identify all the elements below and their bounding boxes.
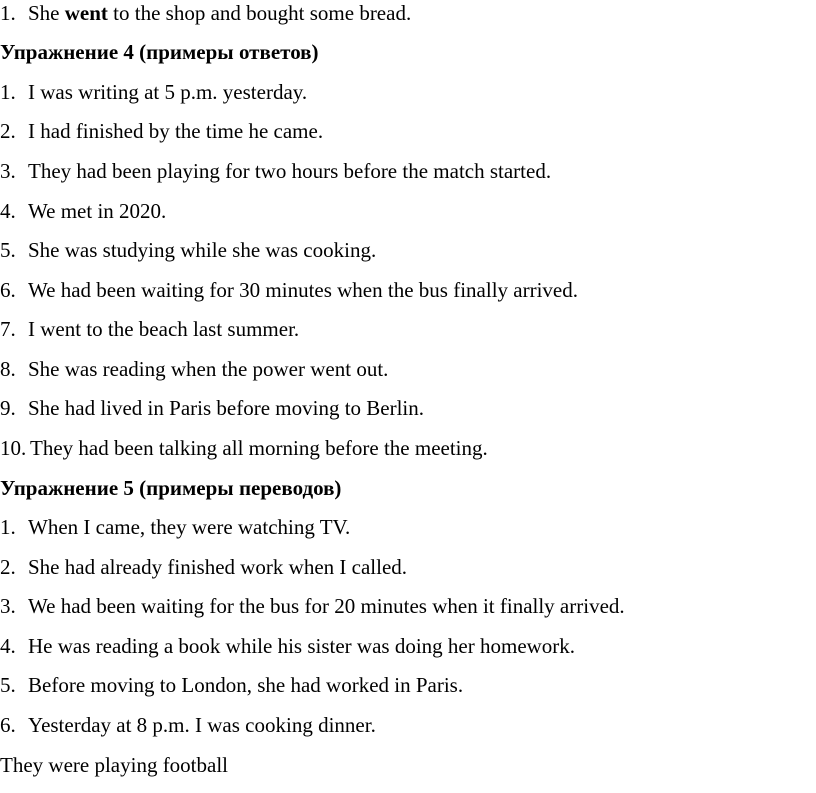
exercise-4-heading: Упражнение 4 (примеры ответов) bbox=[0, 40, 319, 64]
item-text-bold: went bbox=[64, 1, 108, 25]
item-text: They had been playing for two hours before the match started. bbox=[28, 159, 552, 183]
item-text: We met in 2020. bbox=[28, 199, 167, 223]
item-number: 2. bbox=[0, 119, 16, 143]
item-text: I went to the beach last summer. bbox=[28, 317, 300, 341]
item-text: We had been waiting for the bus for 20 minutes when it finally arrived. bbox=[28, 594, 625, 618]
item-number: 1. bbox=[0, 1, 16, 25]
list-item bbox=[0, 235, 376, 265]
item-text-end: to the shop and bought some bread. bbox=[107, 1, 412, 25]
list-item bbox=[0, 710, 376, 740]
exercise-5-heading: Упражнение 5 (примеры переводов) bbox=[0, 476, 342, 500]
item-text: They had been talking all morning before the meeting. bbox=[30, 436, 488, 460]
item-number: 10. bbox=[0, 436, 27, 460]
item-text: Yesterday at 8 p.m. I was cooking dinner. bbox=[28, 713, 376, 737]
item-text: She had lived in Paris before moving to Berlin. bbox=[28, 396, 425, 420]
item-text: She was studying while she was cooking. bbox=[28, 238, 377, 262]
trailing-text: They were playing football bbox=[0, 753, 229, 777]
item-number: 3. bbox=[0, 594, 16, 618]
item-text: I had finished by the time he came. bbox=[28, 119, 324, 143]
item-text-start: She bbox=[28, 1, 65, 25]
list-item bbox=[0, 77, 307, 107]
list-item bbox=[0, 275, 578, 305]
item-text: She had already finished work when I called. bbox=[28, 555, 408, 579]
item-number: 7. bbox=[0, 317, 16, 341]
list-item bbox=[0, 156, 551, 186]
item-number: 3. bbox=[0, 159, 16, 183]
item-number: 8. bbox=[0, 357, 16, 381]
item-text: Before moving to London, she had worked in Paris. bbox=[28, 673, 464, 697]
list-item bbox=[0, 433, 488, 463]
list-item bbox=[0, 393, 424, 423]
item-number: 6. bbox=[0, 713, 16, 737]
list-item bbox=[0, 354, 388, 384]
list-item bbox=[0, 0, 411, 28]
item-number: 5. bbox=[0, 238, 16, 262]
item-number: 4. bbox=[0, 199, 16, 223]
list-item bbox=[0, 591, 625, 621]
list-item bbox=[0, 314, 299, 344]
list-item bbox=[0, 116, 323, 146]
item-text: She was reading when the power went out. bbox=[28, 357, 389, 381]
list-item bbox=[0, 196, 166, 226]
list-item bbox=[0, 512, 350, 542]
item-number: 5. bbox=[0, 673, 16, 697]
item-number: 4. bbox=[0, 634, 16, 658]
item-number: 6. bbox=[0, 278, 16, 302]
item-text: When I came, they were watching TV. bbox=[28, 515, 351, 539]
item-text: He was reading a book while his sister was doing her homework. bbox=[28, 634, 576, 658]
list-item bbox=[0, 631, 575, 661]
item-number: 9. bbox=[0, 396, 16, 420]
item-number: 2. bbox=[0, 555, 16, 579]
list-item bbox=[0, 670, 463, 700]
item-number: 1. bbox=[0, 80, 16, 104]
item-text: I was writing at 5 p.m. yesterday. bbox=[28, 80, 308, 104]
item-number: 1. bbox=[0, 515, 16, 539]
list-item bbox=[0, 552, 407, 582]
item-text: We had been waiting for 30 minutes when the bus finally arrived. bbox=[28, 278, 578, 302]
